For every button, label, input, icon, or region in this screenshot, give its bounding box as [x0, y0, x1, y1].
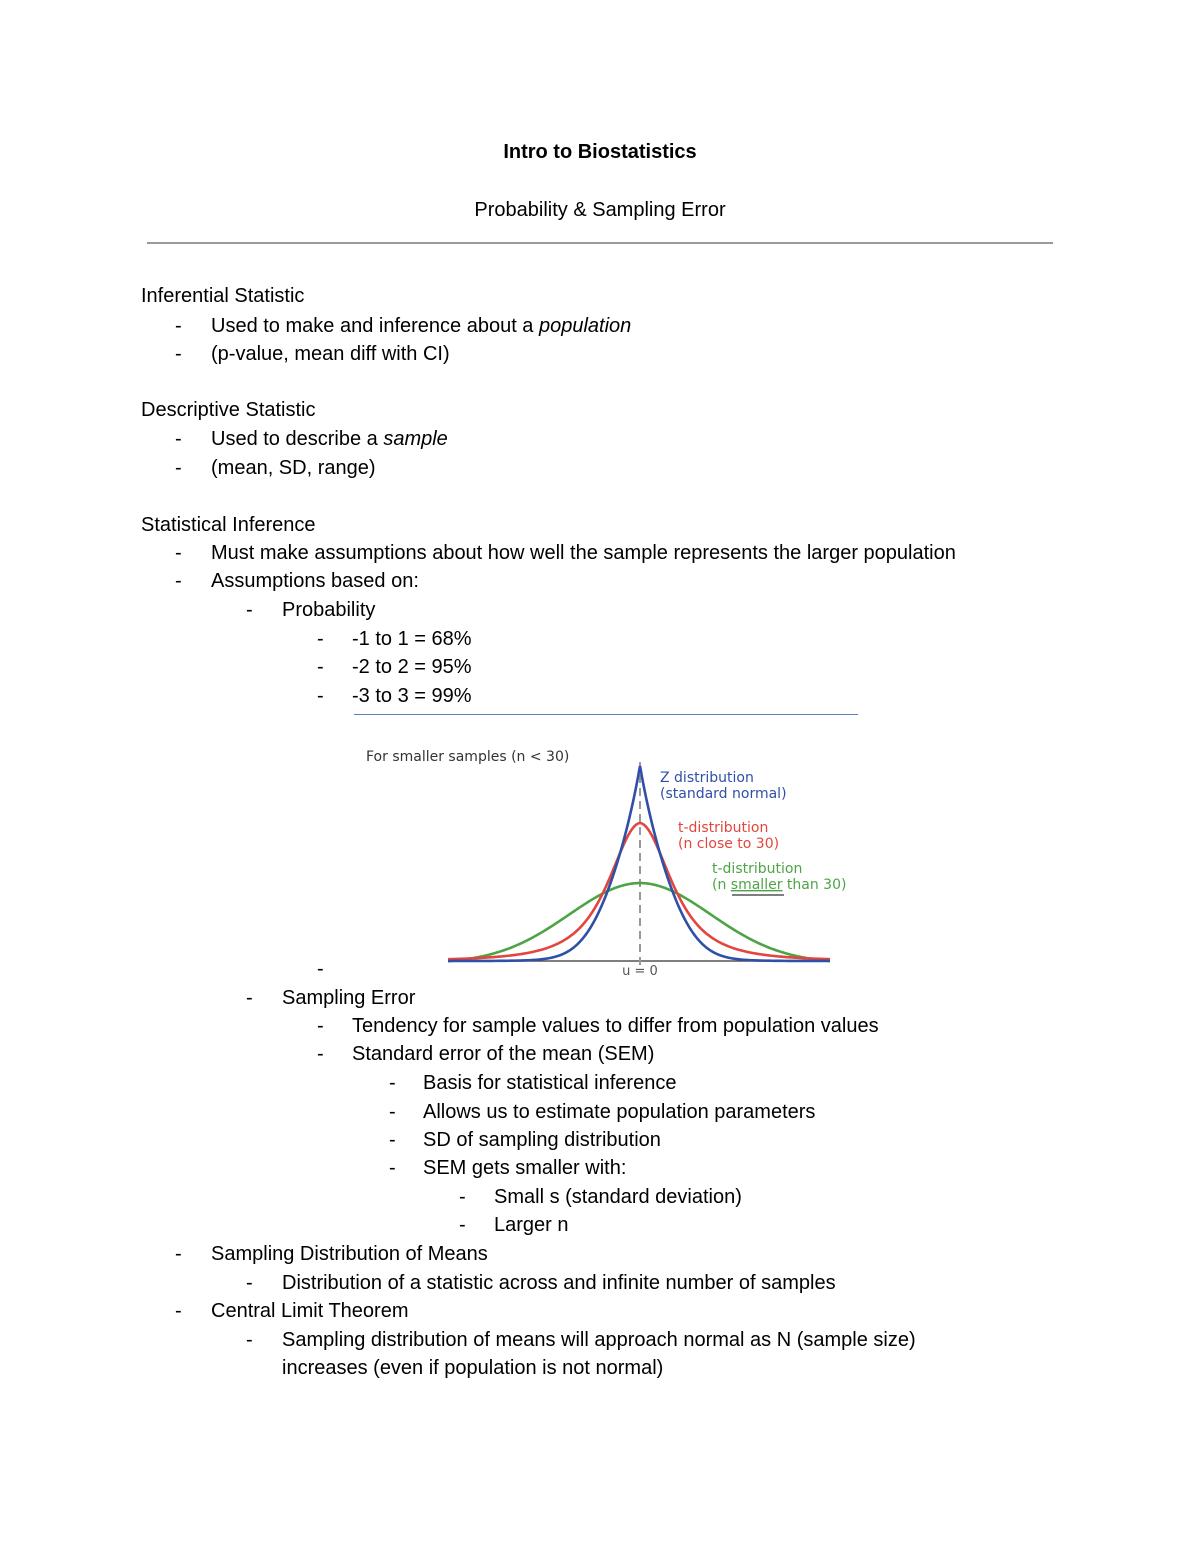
- bullet-dash: -: [175, 428, 182, 450]
- label-t-small-line1: t-distribution: [712, 861, 803, 877]
- sampling-distribution-label: Sampling Distribution of Means: [211, 1243, 488, 1265]
- sampling-error-item-1: Tendency for sample values to differ from population values: [352, 1015, 879, 1037]
- bullet-dash: -: [459, 1214, 466, 1236]
- bullet-dash: -: [317, 656, 324, 678]
- bullet-dash: -: [317, 685, 324, 707]
- clt-label: Central Limit Theorem: [211, 1300, 409, 1322]
- label-t-small-line2: [712, 877, 846, 893]
- bullet-dash: -: [246, 599, 253, 621]
- heading-statistical-inference: Statistical Inference: [141, 514, 316, 536]
- inference-item-2: Assumptions based on:: [211, 570, 419, 592]
- sampling-error-item-2: Standard error of the mean (SEM): [352, 1043, 655, 1065]
- sampling-distribution-item: Distribution of a statistic across and infinite number of samples: [282, 1272, 836, 1294]
- label-z-line1: Z distribution: [660, 770, 754, 786]
- sem-item: SD of sampling distribution: [423, 1129, 661, 1151]
- label-z-line2: (standard normal): [660, 786, 787, 802]
- bullet-dash: -: [175, 542, 182, 564]
- bullet-dash: -: [317, 628, 324, 650]
- inferential-item-1-emphasis: population: [539, 315, 632, 337]
- figure-top-rule: [354, 714, 858, 715]
- bullet-dash: -: [317, 958, 324, 980]
- horizontal-divider: [147, 242, 1053, 244]
- clt-item-line-2: increases (even if population is not normal): [282, 1357, 664, 1379]
- label-t-close-line1: t-distribution: [678, 820, 769, 836]
- page-subtitle: Probability & Sampling Error: [474, 199, 726, 221]
- inferential-item-1-text: Used to make and inference about a: [211, 315, 539, 337]
- probability-item: -3 to 3 = 99%: [352, 685, 472, 707]
- bullet-dash: -: [175, 343, 182, 365]
- bullet-dash: -: [389, 1101, 396, 1123]
- sampling-error-label: Sampling Error: [282, 987, 416, 1009]
- bullet-dash: -: [389, 1157, 396, 1179]
- bullet-dash: -: [317, 1015, 324, 1037]
- clt-item-line-1: Sampling distribution of means will approach normal as N (sample size): [282, 1329, 916, 1351]
- bullet-dash: -: [317, 1043, 324, 1065]
- descriptive-item-1-emphasis: sample: [383, 428, 448, 450]
- sem-item: Allows us to estimate population parameters: [423, 1101, 816, 1123]
- heading-inferential: Inferential Statistic: [141, 285, 305, 307]
- bullet-dash: -: [246, 987, 253, 1009]
- descriptive-item-2: (mean, SD, range): [211, 457, 376, 479]
- bullet-dash: -: [246, 1329, 253, 1351]
- probability-label: Probability: [282, 599, 376, 621]
- bullet-dash: -: [175, 1300, 182, 1322]
- sem-smaller-item: Larger n: [494, 1214, 569, 1236]
- page-title: Intro to Biostatistics: [503, 141, 697, 163]
- descriptive-item-1: [211, 427, 448, 451]
- figure-caption: For smaller samples (n < 30): [366, 749, 570, 765]
- bullet-dash: -: [459, 1186, 466, 1208]
- axis-label-mean: u = 0: [622, 964, 658, 975]
- inferential-item-2: (p-value, mean diff with CI): [211, 343, 450, 365]
- bullet-dash: -: [246, 1272, 253, 1294]
- sem-item: Basis for statistical inference: [423, 1072, 677, 1094]
- label-t-close-line2: (n close to 30): [678, 836, 780, 852]
- bullet-dash: -: [175, 570, 182, 592]
- label-t-small-underline: smaller: [730, 877, 783, 893]
- sem-item: SEM gets smaller with:: [423, 1157, 627, 1179]
- probability-item: -2 to 2 = 95%: [352, 656, 472, 678]
- heading-descriptive: Descriptive Statistic: [141, 399, 316, 421]
- distribution-figure: [360, 740, 850, 975]
- distribution-diagram: [360, 740, 850, 975]
- bullet-dash: -: [175, 457, 182, 479]
- bullet-dash: -: [389, 1072, 396, 1094]
- bullet-dash: -: [389, 1129, 396, 1151]
- bullet-dash: -: [175, 315, 182, 337]
- probability-item: -1 to 1 = 68%: [352, 628, 472, 650]
- inference-item-1: Must make assumptions about how well the sample represents the larger population: [211, 542, 956, 564]
- label-t-small-post: than 30): [782, 877, 847, 893]
- bullet-dash: -: [175, 1243, 182, 1265]
- sem-smaller-item: Small s (standard deviation): [494, 1186, 742, 1208]
- descriptive-item-1-text: Used to describe a: [211, 428, 384, 450]
- inferential-item-1: [211, 314, 631, 338]
- label-t-small-pre: (n: [712, 877, 731, 893]
